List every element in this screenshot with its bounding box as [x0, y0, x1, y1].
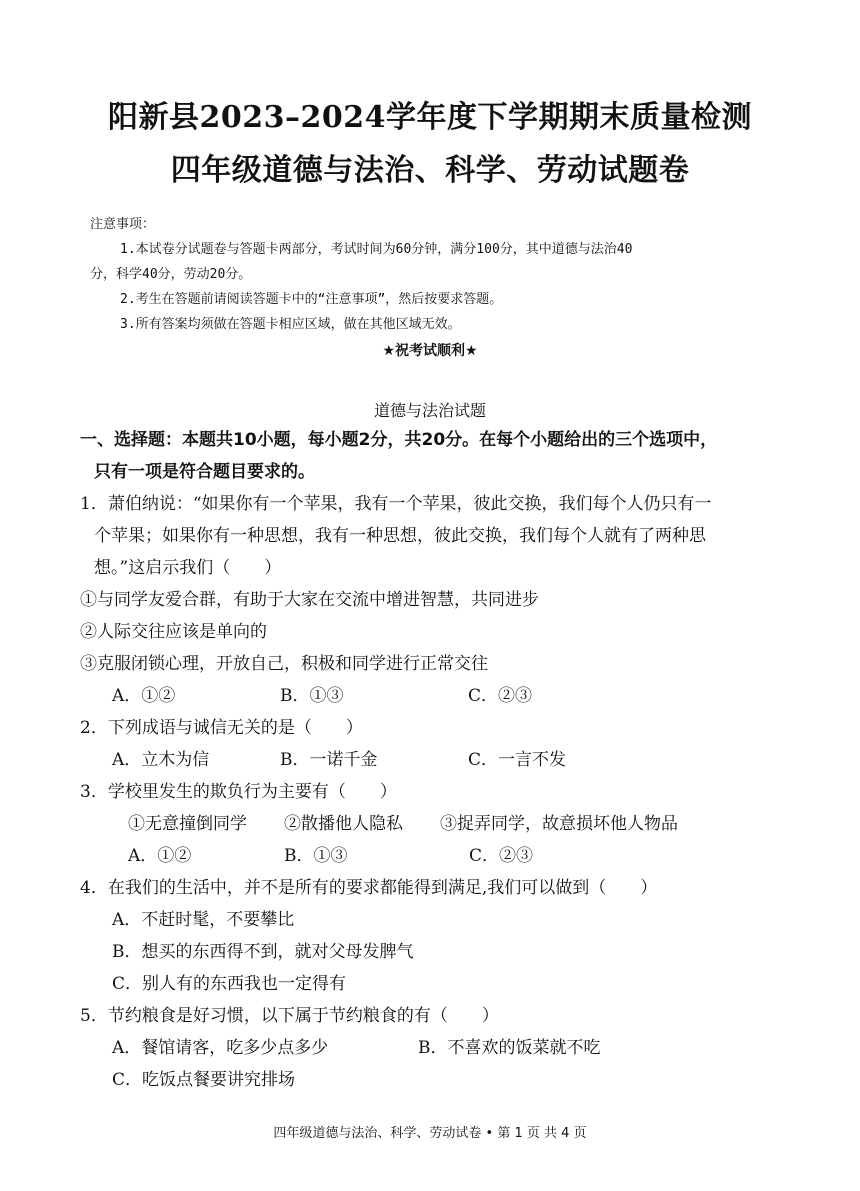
question-1-option-b: B．①③	[280, 686, 344, 706]
question-5-option-c: C．吃饭点餐要讲究排场	[112, 1070, 296, 1090]
question-2-line-1: 2．下列成语与诚信无关的是（ ）	[80, 718, 363, 738]
question-4-option-c: C．别人有的东西我也一定得有	[112, 974, 347, 994]
question-2-option-a: A．立木为信	[112, 750, 210, 770]
exam-title: 阳新县2023–2024学年度下学期期末质量检测	[108, 100, 752, 135]
question-1-statement-3: ③克服闭锁心理，开放自己，积极和同学进行正常交往	[80, 654, 488, 674]
question-3-statements	[80, 808, 800, 840]
question-2-option-b: B．一诺千金	[280, 750, 378, 770]
question-1-line-1: 1．萧伯纳说：“如果你有一个苹果，我有一个苹果，彼此交换，我们每个人仍只有一	[80, 494, 712, 514]
question-1-option-c: C．②③	[468, 686, 533, 706]
question-2-option-c: C．一言不发	[468, 750, 567, 770]
question-1-option-a: A．①②	[112, 686, 176, 706]
question-3-option-b: B．①③	[284, 846, 348, 866]
question-1-line-2: 个苹果；如果你有一种思想，我有一种思想，彼此交换，我们每个人就有了两种思	[94, 526, 706, 546]
notes-item-2: 2.考生在答题前请阅读答题卡中的“注意事项”，然后按要求答题。	[120, 292, 503, 307]
question-2-options	[80, 744, 800, 776]
good-luck-text: ★祝考试顺利★	[382, 343, 478, 359]
question-1-statement-1: ①与同学友爱合群，有助于大家在交流中增进智慧，共同进步	[80, 590, 539, 610]
question-3-statement-3: ③捉弄同学，故意损坏他人物品	[440, 814, 678, 834]
part-heading-cont: 只有一项是符合题目要求的。	[94, 462, 315, 482]
page-footer: 四年级道德与法治、科学、劳动试卷 • 第 1 页 共 4 页	[273, 1126, 587, 1141]
question-1-line-3: 想。”这启示我们（ ）	[94, 558, 282, 578]
question-5-option-b: B．不喜欢的饭菜就不吃	[418, 1038, 601, 1058]
notes-block	[90, 212, 780, 337]
notes-item-3: 3.所有答案均须做在答题卡相应区域，做在其他区域无效。	[120, 317, 461, 332]
notes-item-1-cont: 分，科学40分，劳动20分。	[90, 267, 252, 282]
question-3-statement-2: ②散播他人隐私	[284, 814, 403, 834]
questions-block	[80, 424, 800, 1096]
question-3-statement-1: ①无意撞倒同学	[128, 814, 247, 834]
question-4-option-a: A．不赶时髦，不要攀比	[112, 910, 295, 930]
section-title: 道德与法治试题	[373, 401, 486, 420]
question-5-options-row	[80, 1032, 800, 1064]
exam-subtitle: 四年级道德与法治、科学、劳动试题卷	[170, 153, 690, 188]
question-5-line-1: 5．节约粮食是好习惯，以下属于节约粮食的有（ ）	[80, 1006, 499, 1026]
question-3-line-1: 3．学校里发生的欺负行为主要有（ ）	[80, 782, 397, 802]
question-4-option-b: B．想买的东西得不到，就对父母发脾气	[112, 942, 414, 962]
question-4-line-1: 4．在我们的生活中，并不是所有的要求都能得到满足,我们可以做到（ ）	[80, 878, 658, 898]
question-3-option-a: A．①②	[128, 846, 192, 866]
question-1-options	[80, 680, 800, 712]
question-3-options	[80, 840, 800, 872]
part-heading: 一、选择题：本题共10小题，每小题2分，共20分。在每个小题给出的三个选项中，	[80, 430, 718, 450]
notes-heading: 注意事项：	[90, 217, 156, 232]
question-5-option-a: A．餐馆请客，吃多少点多少	[112, 1038, 329, 1058]
question-1-statement-2: ②人际交往应该是单向的	[80, 622, 267, 642]
notes-item-1: 1.本试卷分试题卷与答题卡两部分，考试时间为60分钟，满分100分，其中道德与法治40	[120, 242, 633, 257]
question-3-option-c: C．②③	[469, 846, 534, 866]
